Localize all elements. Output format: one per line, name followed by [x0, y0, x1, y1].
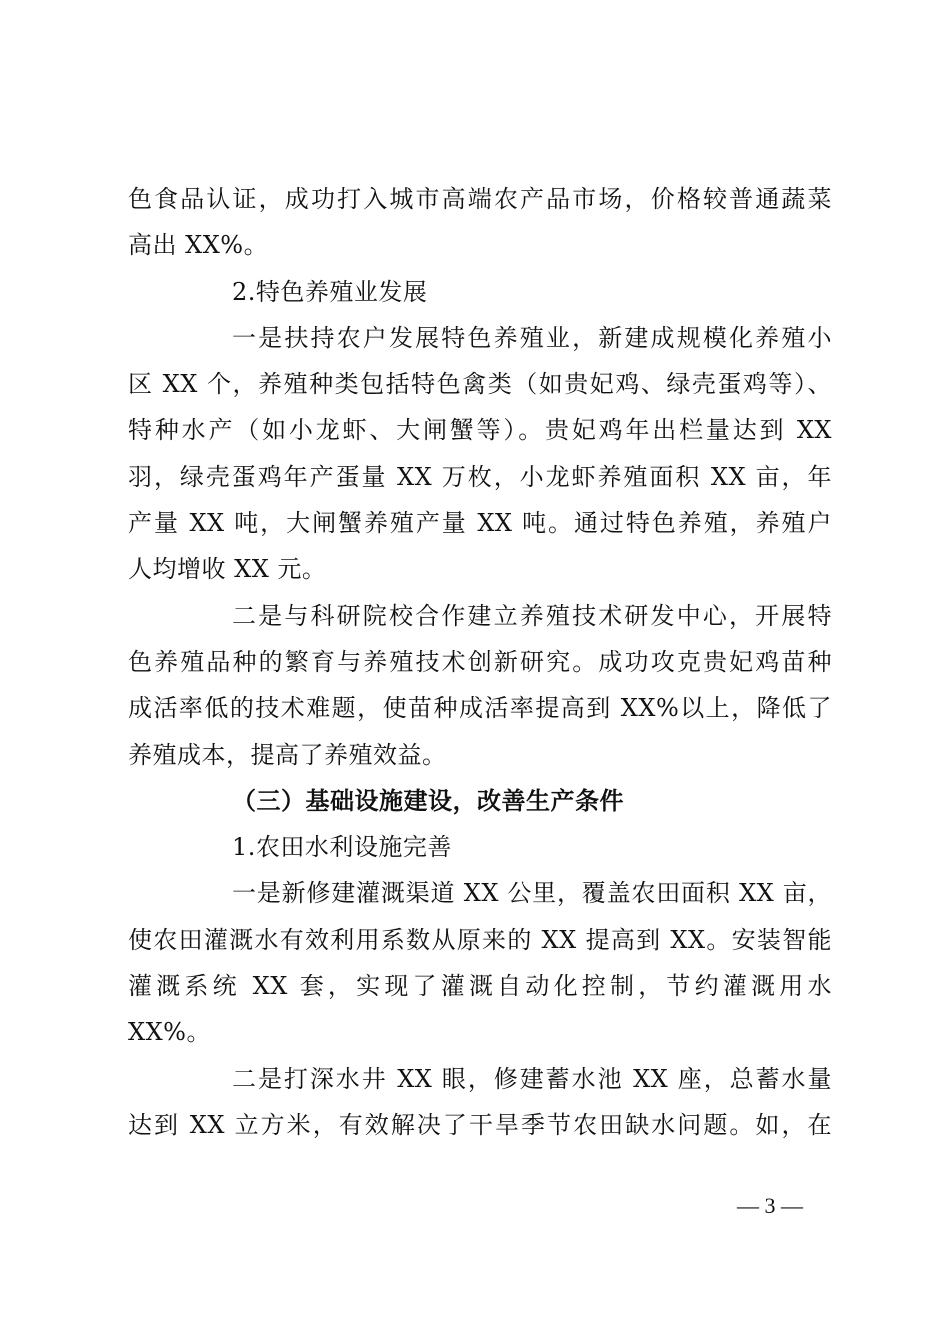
text-line: XX%。 [128, 1018, 211, 1047]
text-line: 成活率低的技术难题，使苗种成活率提高到 XX%以上，降低了 [128, 694, 832, 723]
text-line: 高出 XX%。 [128, 231, 269, 260]
text-line: 色养殖品种的繁育与养殖技术创新研究。成功攻克贵妃鸡苗种 [128, 647, 832, 676]
paragraph-start: 二是与科研院校合作建立养殖技术研发中心，开展特 [232, 601, 832, 630]
text-line: 使农田灌溉水有效利用系数从原来的 XX 提高到 XX。安装智能 [128, 925, 832, 954]
page-number: — 3 — [737, 1193, 803, 1218]
text-line: 特种水产（如小龙虾、大闸蟹等）。贵妃鸡年出栏量达到 XX [128, 416, 832, 445]
paragraph-start: 二是打深水井 XX 眼，修建蓄水池 XX 座，总蓄水量 [232, 1064, 832, 1093]
text-line: 色食品认证，成功打入城市高端农产品市场，价格较普通蔬菜 [128, 185, 832, 213]
text-line: 羽，绿壳蛋鸡年产蛋量 XX 万枚，小龙虾养殖面积 XX 亩，年 [128, 462, 832, 491]
text-line: 养殖成本，提高了养殖效益。 [128, 740, 447, 769]
text-line: 人均增收 XX 元。 [128, 555, 327, 584]
paragraph-start: 一是扶持农户发展特色养殖业，新建成规模化养殖小 [232, 323, 832, 352]
subsection-title: 2.特色养殖业发展 [232, 277, 428, 306]
text-line: 产量 XX 吨，大闸蟹养殖产量 XX 吨。通过特色养殖，养殖户 [128, 509, 832, 538]
body-text [128, 176, 832, 1148]
section-heading: （三）基础设施建设，改善生产条件 [232, 785, 624, 815]
text-line: 达到 XX 立方米，有效解决了干旱季节农田缺水问题。如，在 [128, 1110, 832, 1139]
subsection-title: 1.农田水利设施完善 [232, 833, 452, 862]
text-line: 区 XX 个，养殖种类包括特色禽类（如贵妃鸡、绿壳蛋鸡等）、 [128, 370, 832, 399]
text-line: 灌溉系统 XX 套，实现了灌溉自动化控制，节约灌溉用水 [128, 972, 832, 1001]
paragraph-start: 一是新修建灌溉渠道 XX 公里，覆盖农田面积 XX 亩， [232, 879, 832, 908]
